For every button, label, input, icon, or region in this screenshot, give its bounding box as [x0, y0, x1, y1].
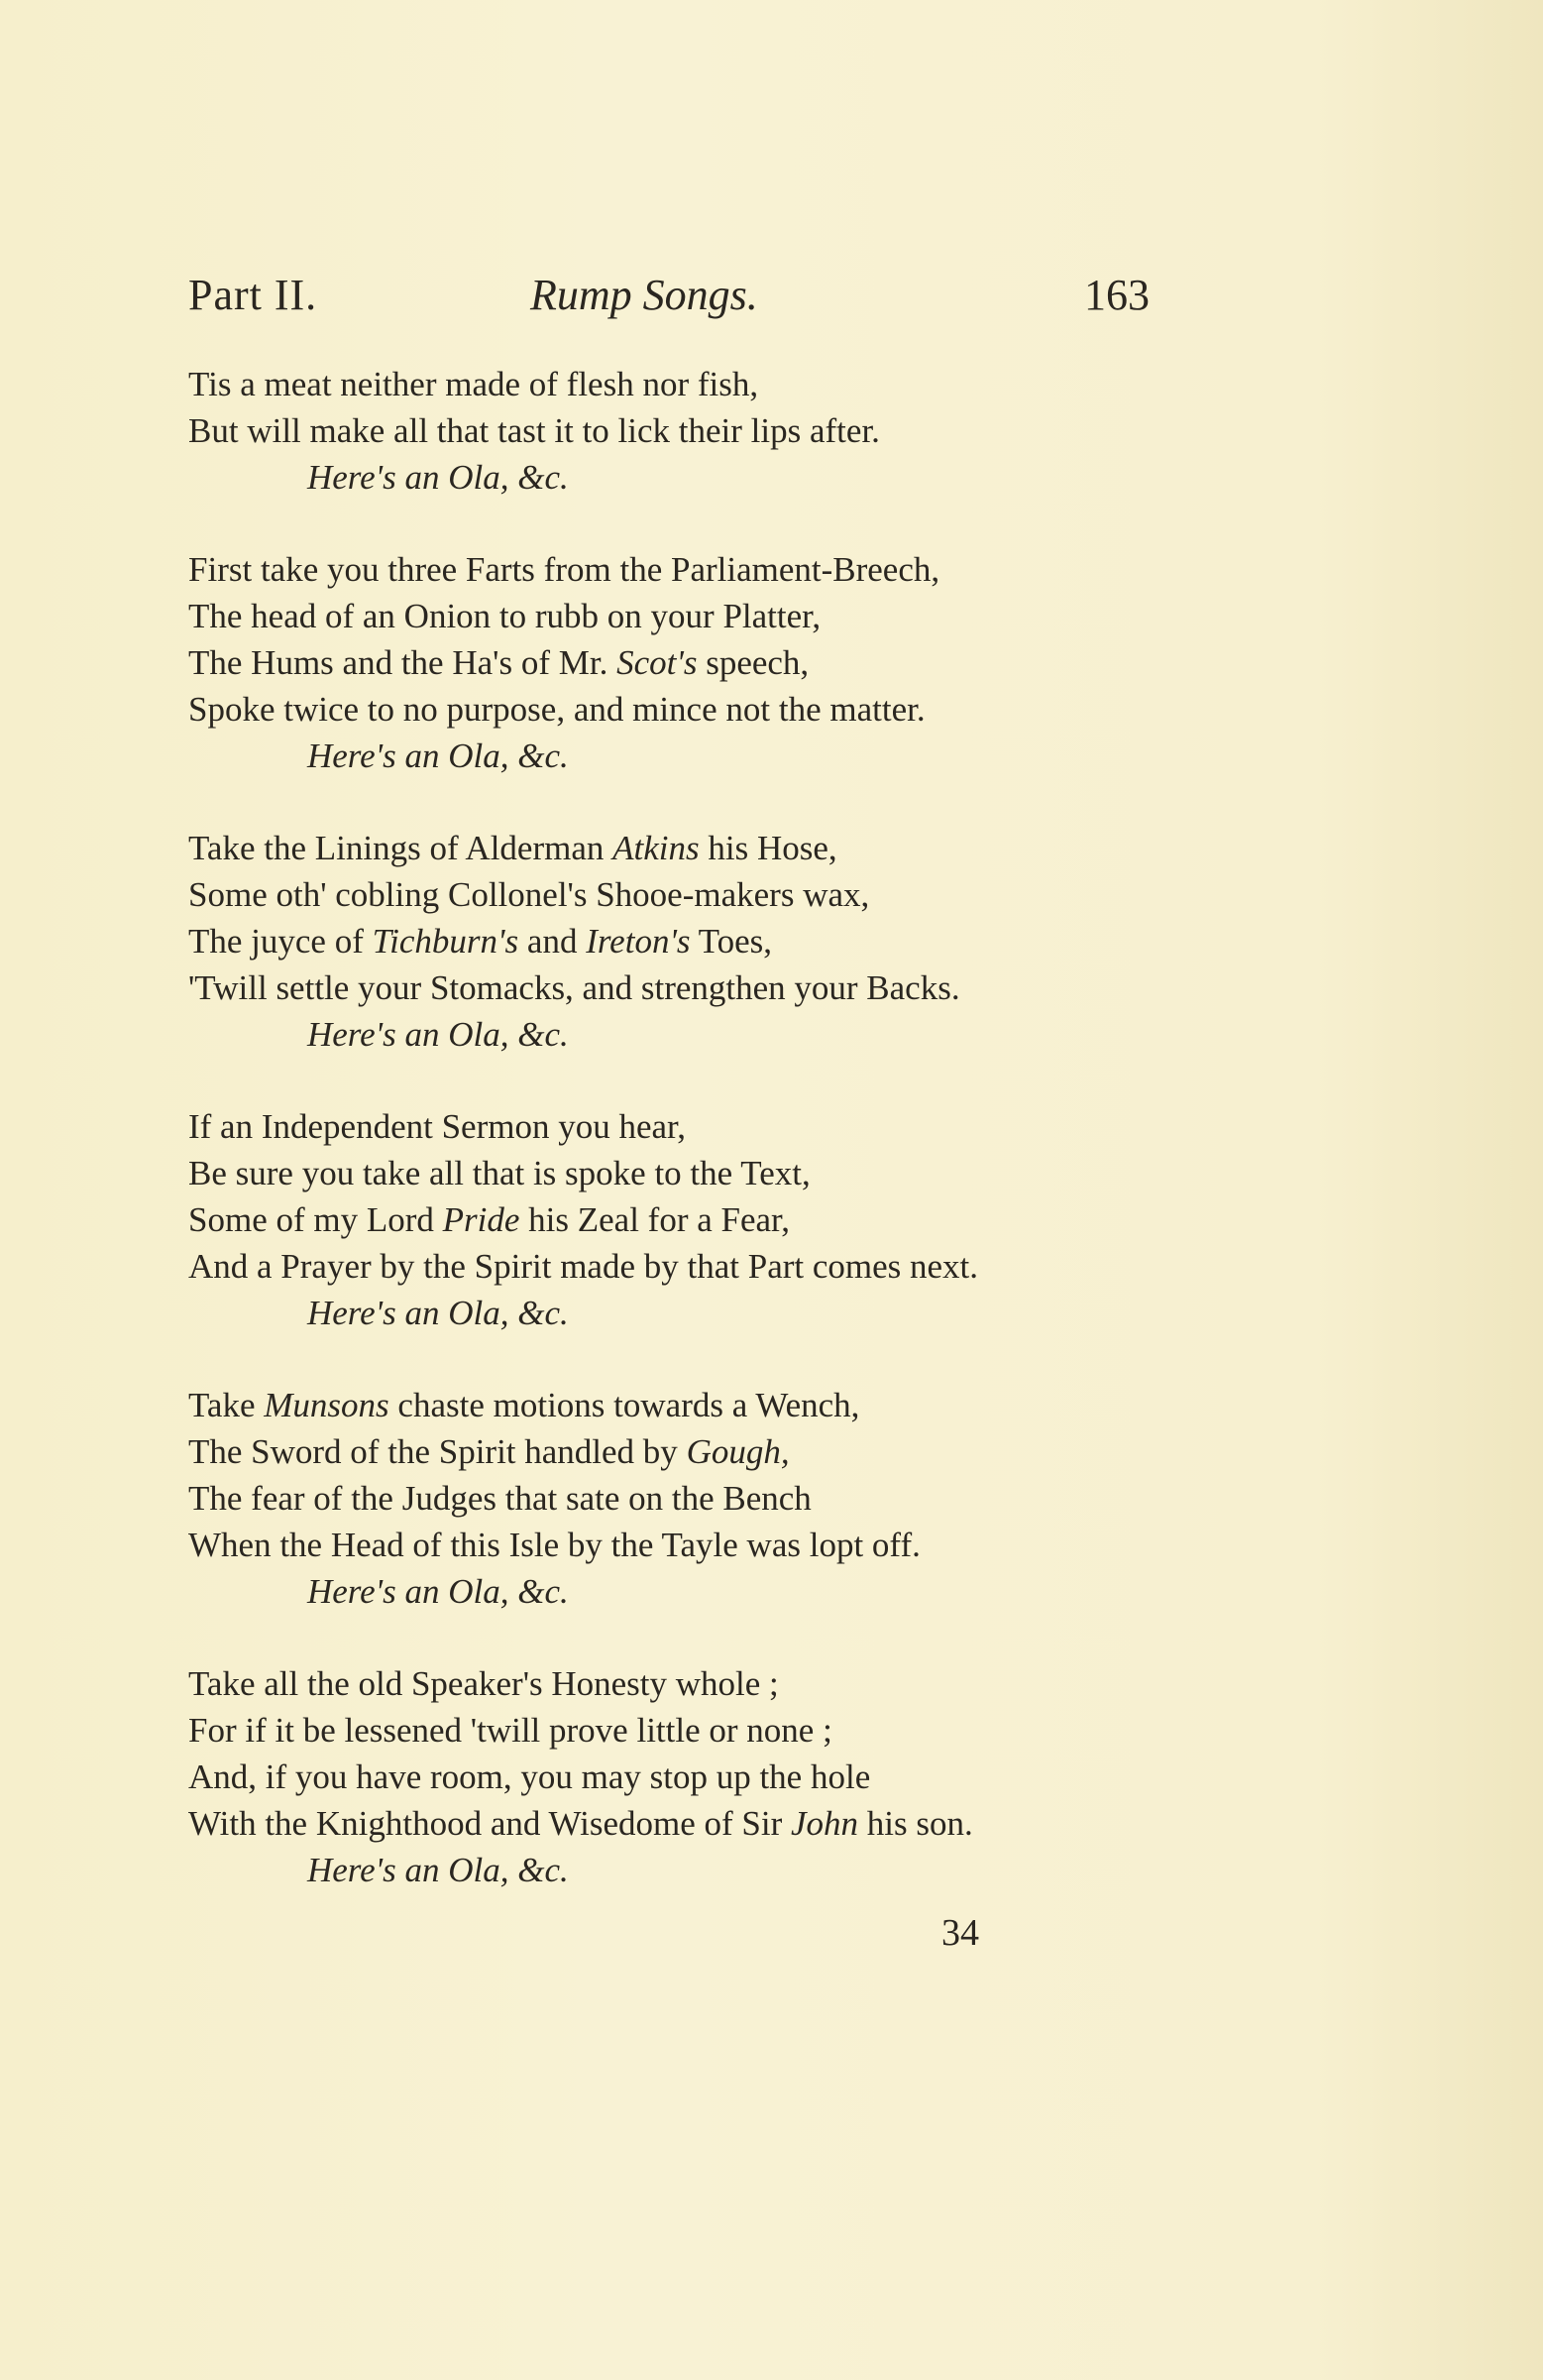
- stanza-3: [188, 825, 1199, 1058]
- verse-line: For if it be lessened 'twill prove little or none ;: [188, 1711, 832, 1750]
- stanza-2: [188, 546, 1199, 779]
- refrain-line: Here's an Ola, &c.: [307, 1294, 569, 1332]
- verse-segment: Some of my Lord: [188, 1200, 443, 1239]
- verse-segment: his Hose,: [699, 829, 837, 867]
- verse-segment: chaste motions towards a Wench,: [388, 1386, 860, 1424]
- verse-segment: Toes,: [690, 922, 773, 961]
- verse-line: [188, 1382, 1199, 1428]
- verse-segment-italic: Tichburn's: [372, 922, 519, 961]
- page-number: 163: [1084, 271, 1150, 319]
- verse-segment: The Sword of the Spirit handled by: [188, 1432, 687, 1471]
- verse-segment: and: [518, 922, 587, 961]
- verse-line: Spoke twice to no purpose, and mince not the matter.: [188, 690, 926, 729]
- verse-line: First take you three Farts from the Parliament-Breech,: [188, 550, 940, 589]
- stanza-5: [188, 1382, 1199, 1615]
- stanza-1: [188, 361, 1199, 501]
- refrain-line: Here's an Ola, &c.: [307, 1015, 569, 1054]
- refrain-line: Here's an Ola, &c.: [307, 458, 569, 497]
- verse-line: [188, 1800, 1199, 1847]
- poem-text: [188, 361, 1199, 1939]
- verse-line: When the Head of this Isle by the Tayle was lopt off.: [188, 1526, 921, 1564]
- verse-line: [188, 639, 1199, 686]
- verse-line: The head of an Onion to rubb on your Platter,: [188, 597, 822, 635]
- verse-line: But will make all that tast it to lick their lips after.: [188, 411, 880, 450]
- verse-line: Some oth' cobling Collonel's Shooe-makers wax,: [188, 875, 870, 914]
- verse-segment: Take the Linings of Alderman: [188, 829, 613, 867]
- verse-segment: his Zeal for a Fear,: [519, 1200, 791, 1239]
- verse-line: [188, 1196, 1199, 1243]
- stanza-6: [188, 1660, 1199, 1893]
- part-label: Part II.: [188, 271, 318, 319]
- refrain-line: Here's an Ola, &c.: [307, 737, 569, 775]
- verse-line: Tis a meat neither made of flesh nor fish,: [188, 365, 759, 403]
- refrain-line: Here's an Ola, &c.: [307, 1851, 569, 1889]
- verse-segment: The juyce of: [188, 922, 373, 961]
- verse-segment-italic: Munsons: [264, 1386, 389, 1424]
- verse-line: Be sure you take all that is spoke to the Text,: [188, 1154, 811, 1192]
- verse-line: 'Twill settle your Stomacks, and strengthen your Backs.: [188, 968, 960, 1007]
- verse-line: [188, 918, 1199, 964]
- running-header: [188, 270, 1150, 329]
- verse-segment: speech,: [697, 643, 810, 682]
- verse-segment-italic: Pride: [442, 1200, 520, 1239]
- verse-segment: Take: [188, 1386, 265, 1424]
- verse-line: Take all the old Speaker's Honesty whole ;: [188, 1664, 779, 1703]
- verse-segment: The Hums and the Ha's of Mr.: [188, 643, 617, 682]
- verse-segment: With the Knighthood and Wisedome of Sir: [188, 1804, 791, 1843]
- verse-line: [188, 1428, 1199, 1475]
- verse-line: The fear of the Judges that sate on the Bench: [188, 1479, 812, 1518]
- running-title: Rump Songs.: [530, 271, 758, 319]
- verse-segment-italic: Gough,: [686, 1432, 790, 1471]
- refrain-line: Here's an Ola, &c.: [307, 1572, 569, 1611]
- verse-line: And, if you have room, you may stop up the hole: [188, 1757, 871, 1796]
- verse-segment-italic: Atkins: [612, 829, 700, 867]
- verse-line: If an Independent Sermon you hear,: [188, 1107, 687, 1146]
- verse-line: And a Prayer by the Spirit made by that Part comes next.: [188, 1247, 979, 1286]
- verse-segment-italic: Scot's: [616, 643, 698, 682]
- verse-line: [188, 825, 1199, 871]
- stanza-4: [188, 1103, 1199, 1336]
- verse-segment-italic: John: [791, 1804, 859, 1843]
- verse-segment-italic: Ireton's: [586, 922, 691, 961]
- signature-mark: 34: [941, 1912, 979, 1954]
- verse-segment: his son.: [858, 1804, 973, 1843]
